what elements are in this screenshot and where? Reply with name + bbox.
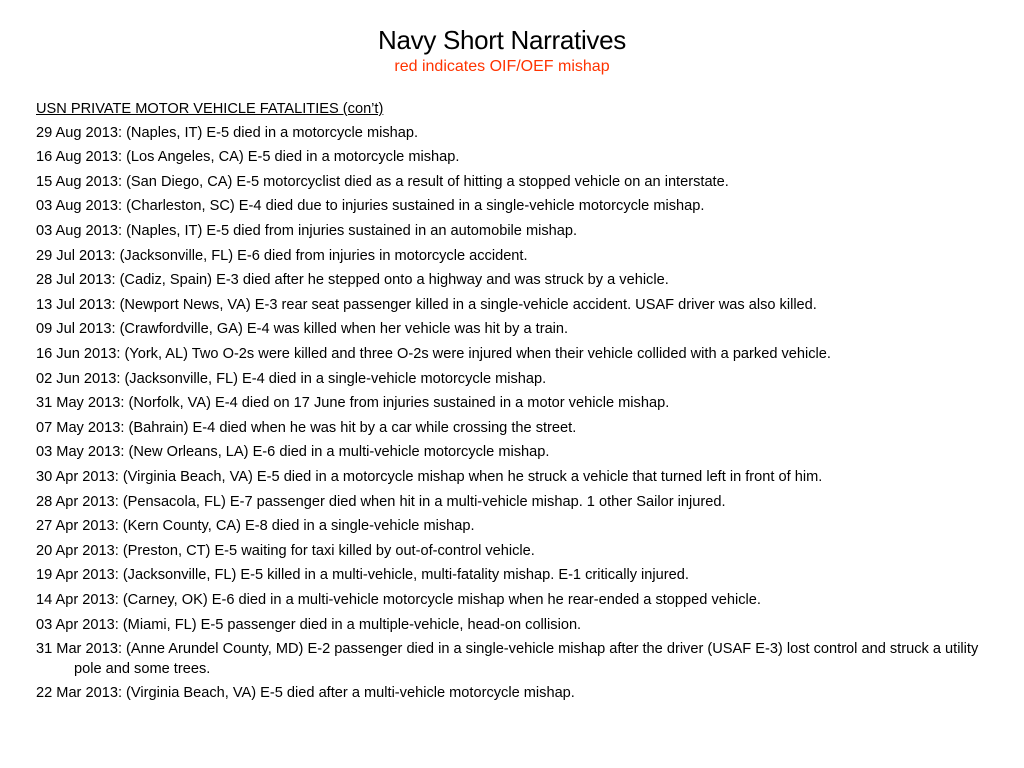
narrative-entry: 22 Mar 2013: (Virginia Beach, VA) E-5 died after a multi-vehicle motorcycle mishap. <box>36 685 575 702</box>
narrative-entry: 31 Mar 2013: (Anne Arundel County, MD) E-2 passenger died in a single-vehicle mishap after the driver (USAF E-3) lost control and struck a utility pole and some trees. <box>36 641 979 677</box>
narrative-entry: 16 Aug 2013: (Los Angeles, CA) E-5 died in a motorcycle mishap. <box>36 149 460 166</box>
narrative-entry: 29 Aug 2013: (Naples, IT) E-5 died in a motorcycle mishap. <box>36 124 419 141</box>
narrative-entry: 29 Jul 2013: (Jacksonville, FL) E-6 died from injuries in motorcycle accident. <box>36 247 528 264</box>
narrative-entry: 15 Aug 2013: (San Diego, CA) E-5 motorcyclist died as a result of hitting a stopped vehicle on an interstate. <box>36 173 729 190</box>
slide-title: Navy Short Narratives <box>377 25 626 55</box>
narrative-entry: 16 Jun 2013: (York, AL) Two O-2s were killed and three O-2s were injured when their vehicle collided with a parked vehicle. <box>36 346 831 363</box>
narrative-entry: 03 Apr 2013: (Miami, FL) E-5 passenger died in a multiple-vehicle, head-on collision. <box>36 616 582 633</box>
title-block <box>0 24 1004 78</box>
narrative-entry: 28 Jul 2013: (Cadiz, Spain) E-3 died after he stepped onto a highway and was struck by a vehicle. <box>36 272 669 289</box>
narrative-entry: 14 Apr 2013: (Carney, OK) E-6 died in a multi-vehicle motorcycle mishap when he rear-ended a stopped vehicle. <box>36 591 761 608</box>
narratives-body <box>36 99 986 709</box>
narrative-entry: 13 Jul 2013: (Newport News, VA) E-3 rear seat passenger killed in a single-vehicle accident. USAF driver was also killed. <box>36 296 817 313</box>
narrative-entry: 28 Apr 2013: (Pensacola, FL) E-7 passenger died when hit in a multi-vehicle mishap. 1 other Sailor injured. <box>36 493 726 510</box>
narrative-entry: 03 Aug 2013: (Charleston, SC) E-4 died due to injuries sustained in a single-vehicle motorcycle mishap. <box>36 198 705 215</box>
narrative-entry: 27 Apr 2013: (Kern County, CA) E-8 died in a single-vehicle mishap. <box>36 518 475 535</box>
narrative-entry: 20 Apr 2013: (Preston, CT) E-5 waiting for taxi killed by out-of-control vehicle. <box>36 542 535 559</box>
narrative-entry: 09 Jul 2013: (Crawfordville, GA) E-4 was killed when her vehicle was hit by a train. <box>36 321 569 338</box>
narrative-entry: 19 Apr 2013: (Jacksonville, FL) E-5 killed in a multi-vehicle, multi-fatality mishap. E-1 critically injured. <box>36 567 689 584</box>
narrative-entry: 31 May 2013: (Norfolk, VA) E-4 died on 17 June from injuries sustained in a motor vehicle mishap. <box>36 395 670 412</box>
section-heading: USN PRIVATE MOTOR VEHICLE FATALITIES (con’t) <box>36 101 384 117</box>
slide-subtitle: red indicates OIF/OEF mishap <box>394 58 610 75</box>
narrative-entry: 03 Aug 2013: (Naples, IT) E-5 died from injuries sustained in an automobile mishap. <box>36 223 578 240</box>
narrative-entry: 03 May 2013: (New Orleans, LA) E-6 died in a multi-vehicle motorcycle mishap. <box>36 444 550 461</box>
narrative-entry: 30 Apr 2013: (Virginia Beach, VA) E-5 died in a motorcycle mishap when he struck a vehicle that turned left in front of him. <box>36 469 823 485</box>
narrative-entry: 02 Jun 2013: (Jacksonville, FL) E-4 died in a single-vehicle motorcycle mishap. <box>36 370 547 387</box>
narrative-entry: 07 May 2013: (Bahrain) E-4 died when he was hit by a car while crossing the street. <box>36 419 577 436</box>
